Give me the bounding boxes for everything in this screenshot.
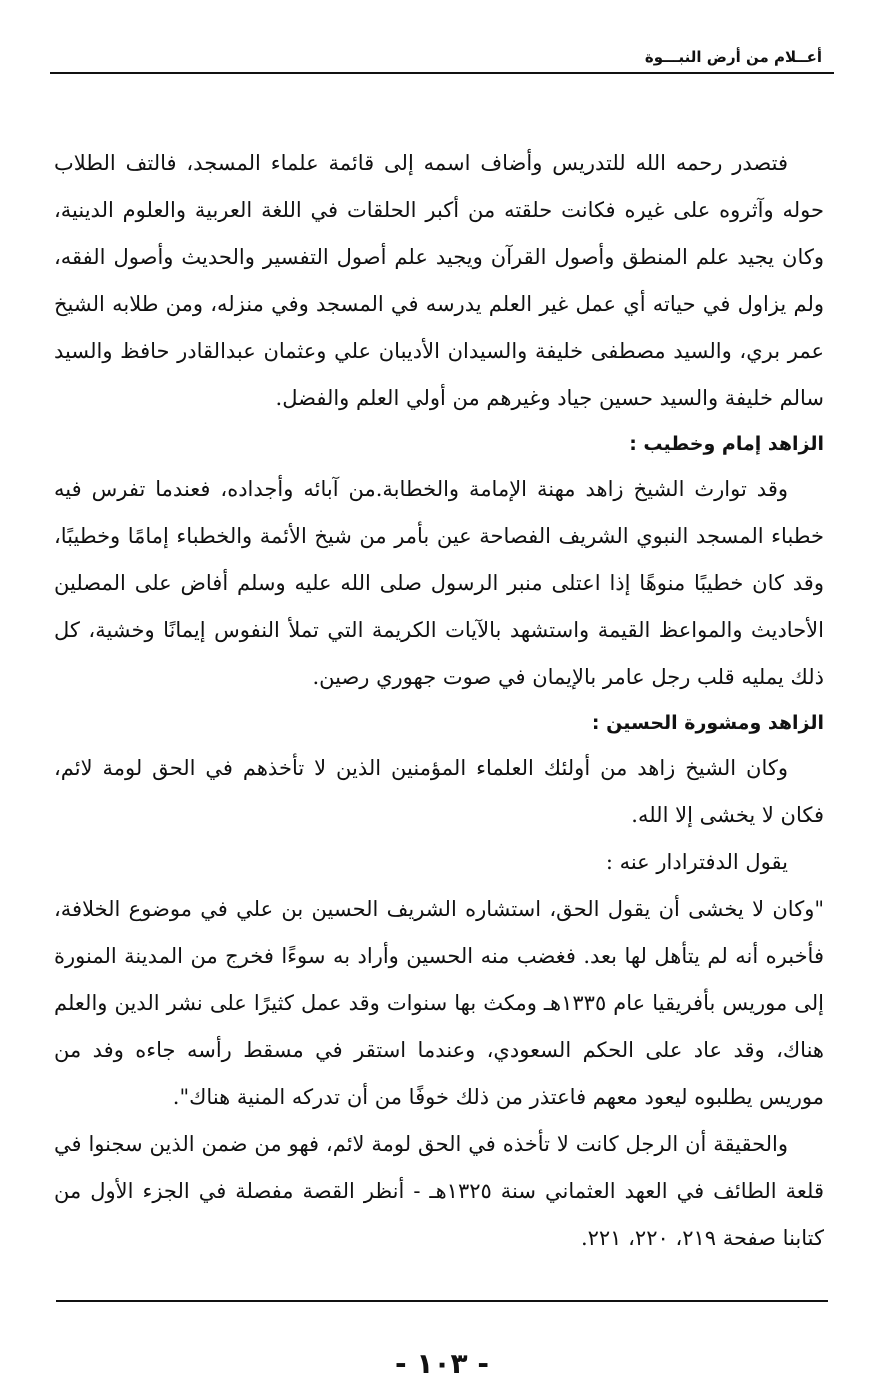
page-body	[54, 140, 824, 1262]
paragraph-quotation: "وكان لا يخشى أن يقول الحق، استشاره الشريف الحسين بن علي في موضوع الخلافة، فأخبره أنه لم يتأهل لها بعد. فغضب منه الحسين وأراد به سوءًا فخرج من المدينة المنورة إلى موريس بأفريقيا عام ١٣٣٥هـ ومكث بها سنوات وقد عمل كثيرًا على نشر الدين والعلم هناك، وقد عاد على الحكم السعودي، وعندما استقر في مسقط رأسه جاءه وفد من موريس يطلبوه ليعود معهم فاعتذر من ذلك خوفًا من أن تدركه المنية هناك".	[54, 897, 824, 1109]
paragraph-teaching: فتصدر رحمه الله للتدريس وأضاف اسمه إلى قائمة علماء المسجد، فالتف الطلاب حوله وآثروه على غيره فكانت حلقته من أكبر الحلقات في اللغة العربية والعلوم الدينية، وكان يجيد علم المنطق وأصول القرآن ويجيد علم أصول التفسير والحديث وأصول الفقه، ولم يزاول في حياته أي عمل غير العلم يدرسه في المسجد وفي منزله، ومن طلابه الشيخ عمر بري، والسيد مصطفى خليفة والسيدان الأديبان علي وعثمان عبدالقادر حافظ والسيد سالم خليفة والسيد حسين جياد وغيرهم من أولي العلم والفضل.	[54, 151, 824, 410]
paragraph-daftardar-intro: يقول الدفترادار عنه :	[605, 850, 788, 874]
running-title: أعــلام من أرض النبـــوة	[644, 48, 822, 66]
paragraph-fearless: وكان الشيخ زاهد من أولئك العلماء المؤمنين الذين لا تأخذهم في الحق لومة لائم، فكان لا يخشى إلا الله.	[54, 756, 824, 827]
footer-rule	[56, 1300, 828, 1302]
section-heading-imam-khatib: الزاهد إمام وخطيب :	[629, 433, 824, 455]
running-header	[50, 44, 834, 74]
paragraph-imam-khatib: وقد توارث الشيخ زاهد مهنة الإمامة والخطابة.من آبائه وأجداده، فعندما تفرس فيه خطباء المسجد النبوي الشريف الفصاحة عين بأمر من شيخ الأئمة والخطباء إمامًا وخطيبًا، وقد كان خطيبًا منوهًا إذا اعتلى منبر الرسول صلى الله عليه وسلم أفاض على المصلين الأحاديث والمواعظ القيمة واستشهد بالآيات الكريمة التي تملأ النفوس إيمانًا وخشية، كل ذلك يمليه قلب رجل عامر بالإيمان في صوت جهوري رصين.	[54, 477, 824, 689]
section-heading-husayn-counsel: الزاهد ومشورة الحسين :	[591, 712, 824, 734]
page-number: - ١٠٣ -	[394, 1347, 490, 1380]
paragraph-truth: والحقيقة أن الرجل كانت لا تأخذه في الحق لومة لائم، فهو من ضمن الذين سجنوا في قلعة الطائف في العهد العثماني سنة ١٣٢٥هـ - أنظر القصة مفصلة في الجزء الأول من كتابنا صفحة ٢١٩، ٢٢٠، ٢٢١.	[54, 1132, 824, 1250]
